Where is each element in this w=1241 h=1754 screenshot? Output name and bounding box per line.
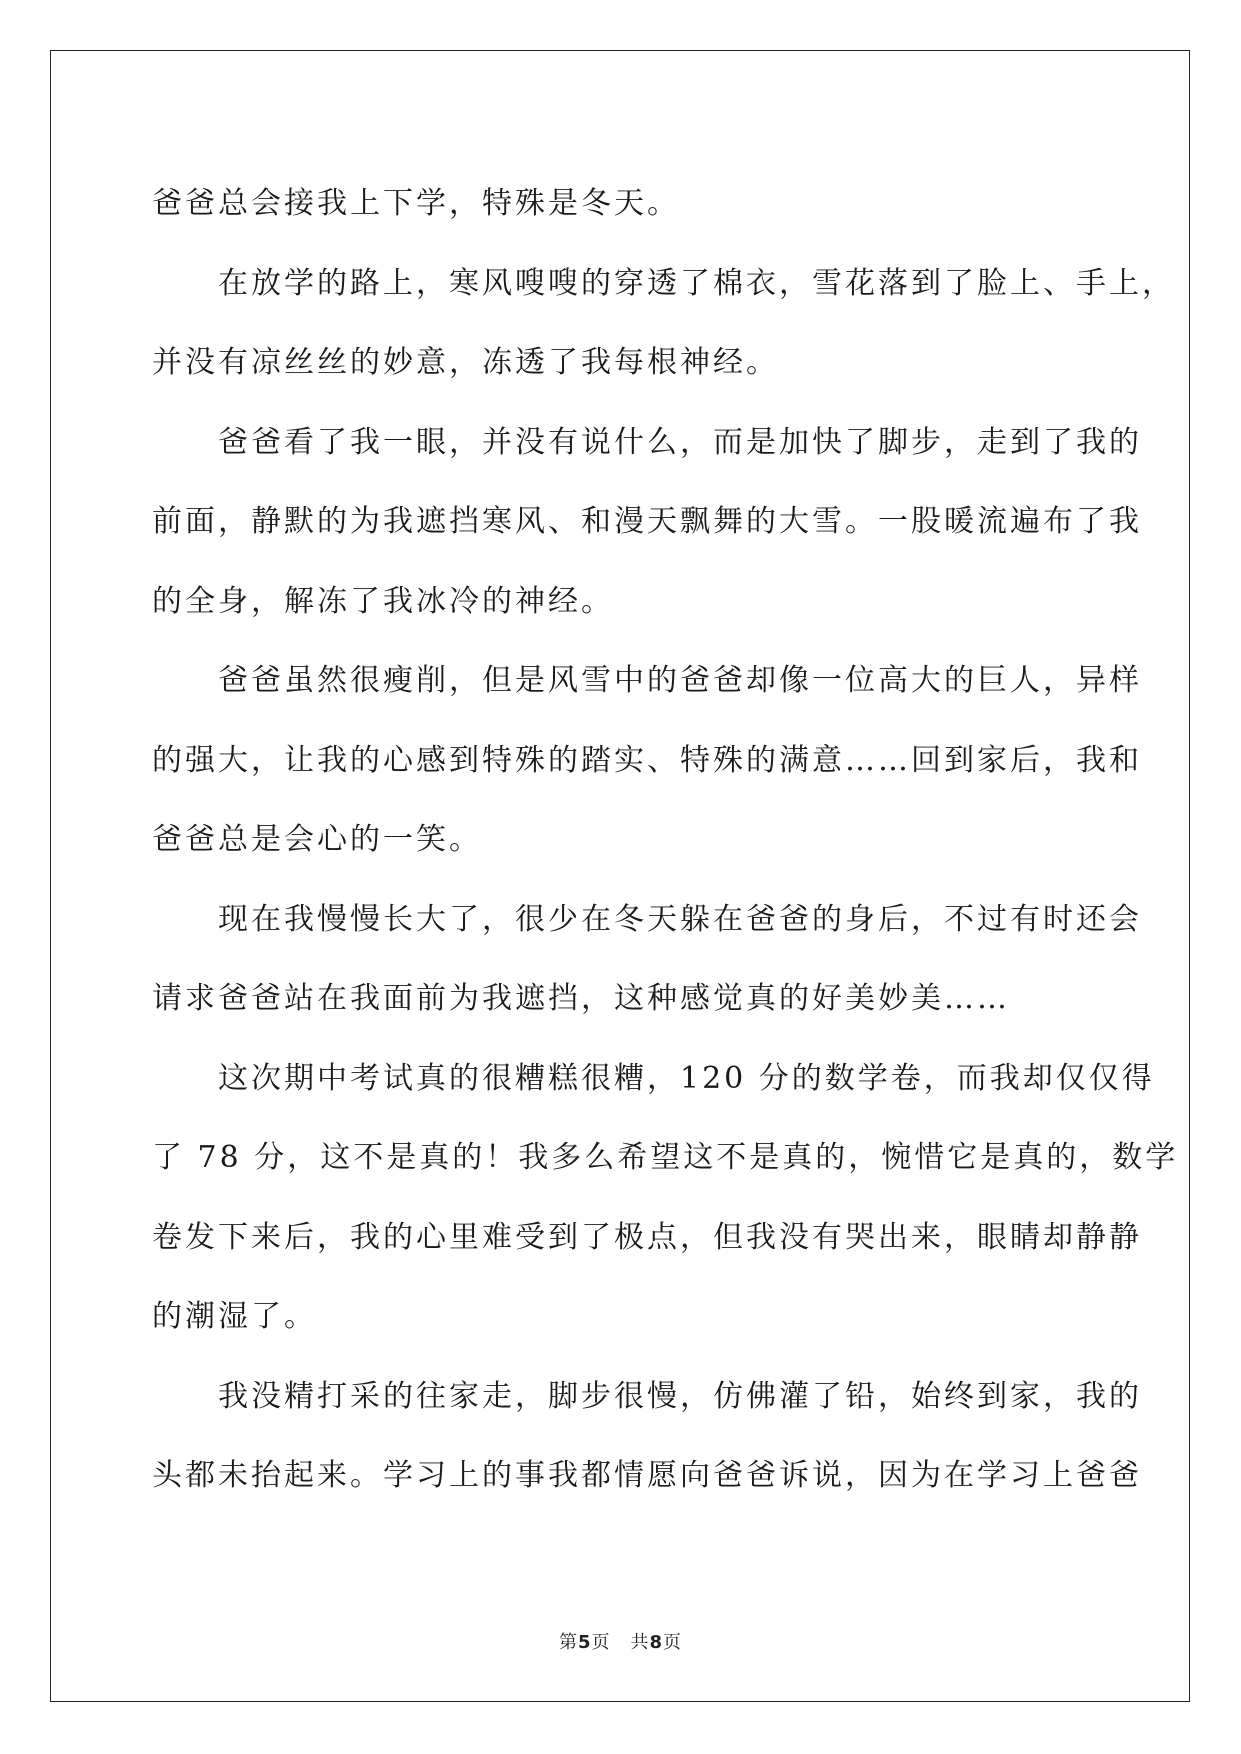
text-line: 我没精打采的往家走，脚步很慢，仿佛灌了铅，始终到家，我的 (218, 1378, 1142, 1414)
total-suffix: 页 (663, 1632, 683, 1653)
text-line: 爸爸总会接我上下学，特殊是冬天。 (152, 186, 680, 221)
text-line: 爸爸看了我一眼，并没有说什么，而是加快了脚步，走到了我的 (218, 424, 1142, 460)
paragraph-6 (152, 1039, 1179, 1357)
text-line: 并没有凉丝丝的妙意，冻透了我每根神经。 (152, 345, 779, 380)
text-line: 在放学的路上，寒风嗖嗖的穿透了棉衣，雪花落到了脸上、手上， (218, 265, 1175, 301)
document-body (152, 164, 1179, 1516)
text-line: 头都未抬起来。学习上的事我都情愿向爸爸诉说，因为在学习上爸爸 (152, 1458, 1142, 1493)
current-page-number: 5 (577, 1632, 592, 1653)
paragraph-3 (152, 403, 1142, 642)
page-suffix: 页 (591, 1632, 611, 1653)
text-line: 现在我慢慢长大了，很少在冬天躲在爸爸的身后，不过有时还会 (218, 901, 1142, 937)
paragraph-2 (152, 244, 1175, 403)
text-line: 的强大，让我的心感到特殊的踏实、特殊的满意……回到家后，我和 (152, 742, 1142, 778)
text-line: 的潮湿了。 (152, 1299, 317, 1334)
page-footer (0, 1628, 1241, 1654)
text-line: 爸爸总是会心的一笑。 (152, 822, 482, 857)
text-line: 的全身，解冻了我冰冷的神经。 (152, 583, 614, 619)
text-line: 这次期中考试真的很糟糕很糟，120 分的数学卷，而我却仅仅得 (218, 1060, 1155, 1096)
text-line: 卷发下来后，我的心里难受到了极点，但我没有哭出来，眼睛却静静 (152, 1219, 1142, 1255)
paragraph-4 (152, 641, 1142, 880)
total-page-count: 8 (649, 1632, 664, 1653)
text-line: 爸爸虽然很瘦削，但是风雪中的爸爸却像一位高大的巨人，异样 (218, 663, 1142, 698)
page-prefix: 第 (558, 1632, 578, 1653)
text-line: 请求爸爸站在我面前为我遮挡，这种感觉真的好美妙美…… (152, 981, 1010, 1016)
text-line: 前面，静默的为我遮挡寒风、和漫天飘舞的大雪。一股暖流遍布了我 (152, 504, 1142, 539)
paragraph-7 (152, 1357, 1142, 1516)
text-line: 了 78 分，这不是真的！我多么希望这不是真的，惋惜它是真的，数学 (152, 1140, 1179, 1175)
paragraph-5 (152, 880, 1142, 1039)
paragraph-1 (152, 164, 1087, 244)
total-prefix: 共 (630, 1632, 650, 1653)
